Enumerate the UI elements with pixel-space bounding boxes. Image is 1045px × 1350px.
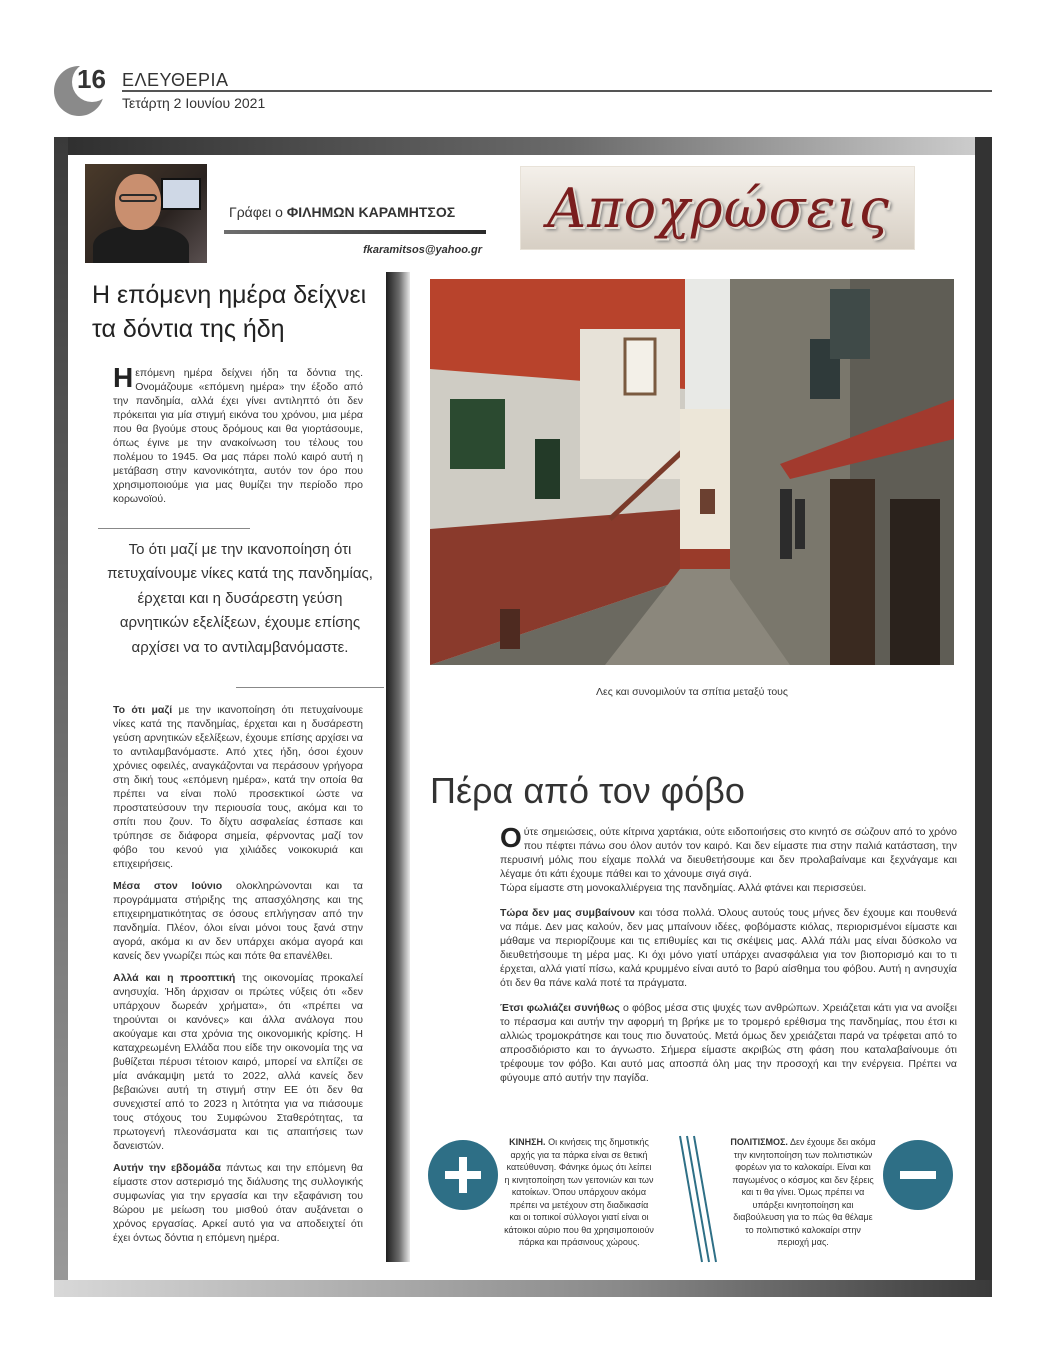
left-dropcap: Η <box>113 362 134 393</box>
right-frame-band <box>975 137 992 1297</box>
plus-icon <box>428 1140 498 1210</box>
column-logo <box>520 166 915 250</box>
left-p4-text: πάντως και την επόμενη θα είμαστε στον αστερισμό της διάλυσης της συλλογικής συμφωνίας για την εργασία και την εξαφάνιση του 8ώρου με μείωση του μισθού όταν αυξάνεται ο χρόνος εργασίας. Αρκεί αυτό για να αποδειχτεί ότι έχει όντως δόντια η επόμενη ημέρα. <box>113 1162 363 1244</box>
top-frame-band <box>54 137 992 155</box>
glasses-shape <box>119 194 157 202</box>
right-intro-text-2: Τώρα είμαστε στη μονοκαλλιέργεια της πανδημίας. Αλλά φτάνει και περισσεύει. <box>500 881 867 894</box>
plus-box-body: Οι κινήσεις της δημοτικής αρχής για τα πάρκα είναι σε θετική κατεύθυνση. Φάνηκε όμως ότι λείπει η κινητοποίηση των γειτονιών και των κατοίκων. Όπου υπάρχουν ακόμα πρέπει να μετέχουν στη διαδικασία και οι τοπικοί σύλλογοι γιατί είναι οι κάτοικοι αύριο που θα χρησιμοποιούν πάρκα και πράσινους χώρους. <box>504 1137 654 1247</box>
byline-rule <box>224 230 486 234</box>
left-p3-lead: Αλλά και η προοπτική <box>113 972 236 984</box>
minus-box-text <box>730 1136 876 1249</box>
author-body-shape <box>93 226 189 263</box>
left-intro-paragraph <box>113 362 363 506</box>
left-frame-band <box>54 137 68 1297</box>
left-p2-text: ολοκληρώνονται και τα προγράμματα στήριξης της απασχόλησης και της επιχειρηματικότητας σε όσους επλήγησαν από την πανδημία. Πλέον, όλοι είναι μόνοι τους ξανά στην αγορά, ακόμα κι αν δεν υπάρχει ακόμα αγορά και κανείς δεν γνωρίζει πώς και πότε θα επανέλθει. <box>113 880 363 962</box>
left-p3-text: της οικονομίας προκαλεί ανησυχία. Ήδη άρχισαν οι πρώτες νύξεις ότι «δεν υπάρχουν δωρεάν χρήματα», ότι «πρέπει να τηρούνται οι κανόνες» και άλλα ανάλογα που ακούγαμε και στα χρόνια της οικονομικής κρίσης. Η καταχρεωμένη Ελλάδα που είδε την οικονομία της να βυθίζεται πέρυσι τέτοιον καιρό, μπορεί να ελπίζει σε μία ανάκαμψη μετά το 2022, αλλά κανείς δεν βεβαιώνει αυτή τη στιγμή στην ΕΕ ότι δεν θα συνεχιστεί από το 2023 η λιτότητα για να πιάσουμε τους στόχους του Συμφώνου Σταθερότητας, τα πρωτογενή πλεονάσματα και τις απαιτήσεις των δανειστών. <box>113 972 363 1152</box>
photo-caption: Λες και συνομιλούν τα σπίτια μεταξύ τους <box>596 686 788 698</box>
author-name: ΦΙΛΗΜΩΝ ΚΑΡΑΜΗΤΣΟΣ <box>286 204 456 220</box>
right-paragraph-1 <box>500 907 957 990</box>
left-p1-text: με την ικανοποίηση ότι πετυχαίνουμε νίκες κατά της πανδημίας, έρχεται και η δυσάρεστη γεύση αρνητικών εξελίξεων, έχουμε επίσης αρχίσει να το αντιλαμβανόμαστε. Από χτες ήδη, όσοι έχουν χρόνιες οφειλές, αναγκάζονται να περάσουν γρήγορα στη δική τους «επόμενη ημέρα», κατά την οποία θα πρέπει να είναι πολύ προσεκτικοί ώστε να προστατεύσουν την περιουσία τους, ακόμα και το σπίτι που ζουν. Το δίχτυ ασφαλείας έσπασε και τρύπησε σε διάφορα σημεία, φέρνοντας μαζί τον φόβο του κενού για χιλιάδες νοικοκυριά και επιχειρήσεις. <box>113 704 364 870</box>
plus-box-lead: ΚΙΝΗΣΗ. <box>509 1137 546 1147</box>
header-rule <box>122 90 992 92</box>
left-p4-lead: Αυτήν την εβδομάδα <box>113 1162 221 1174</box>
left-intro-text: επόμενη ημέρα δείχνει ήδη τα δόντια της. Ονομάζουμε «επόμενη ημέρα» την έξοδο από την πανδημία, αλλά έχει γίνει αντιληπτό ότι δεν πρόκειται για μία στιγμή εικόνα του χρόνου, μια μέρα που θα βγούμε στους δρόμους και θα γιορτάσουμε, όπως έγινε με την ανακοίνωση του τέλους του πολέμου το 1945. Θα μας πάρει πολύ καιρό αυτή η μετάβαση στην κανονικότητα, αυτόν τον όρο που χρησιμοποιούμε για μας θυμίζει την περίοδο προ κορωνοϊού. <box>113 367 363 505</box>
author-head-shape <box>115 174 161 230</box>
minus-icon-horizontal <box>900 1171 936 1179</box>
left-paragraph-2 <box>113 879 363 963</box>
left-article-title: Η επόμενη ημέρα δείχνει τα δόντια της ήδη <box>92 281 367 343</box>
left-paragraph-1 <box>113 703 363 871</box>
alley-photo <box>430 279 954 665</box>
author-email[interactable]: fkaramitsos@yahoo.gr <box>363 244 482 256</box>
bottom-frame-band <box>54 1280 992 1297</box>
plus-icon-horizontal <box>445 1171 481 1179</box>
left-paragraph-4 <box>113 1161 363 1245</box>
minus-icon <box>883 1140 953 1210</box>
column-logo-text: Αποχρώσεις <box>547 177 890 240</box>
byline <box>229 204 455 220</box>
right-p1-text: και τόσα πολλά. Όλους αυτούς τους μήνες δεν έχουμε και πουθενά να πάμε. Δεν μας καλούν, δεν μας μπαίνουν ιδέες, φοβόμαστε κιόλας, περιορισμένοι είμαστε και μάθαμε να περιορίζουμε και τις επιθυμίες και τις σκέψεις μας. Αλλά πάλι μας είναι δύσκολο να διευθετήσουμε τη μέρα μας. Κι όχι μόνο γιατί υπάρχει ανασφάλεια για τον βιοπορισμό και το τι έρχεται, αλλά γιατί πίσω, καλά κρυμμένο είναι αυτό το βαρύ αίσθημα του φόβου. Αυτή η ανησυχία ότι δεν θα πάνε καλά ποτέ τα πράγματα. <box>500 907 957 989</box>
right-dropcap: Ο <box>500 822 522 853</box>
byline-prefix: Γράφει ο <box>229 204 283 220</box>
right-p1-lead: Τώρα δεν μας συμβαίνουν <box>500 907 635 919</box>
pull-quote: Το ότι μαζί με την ικανοποίηση ότι πετυχαίνουμε νίκες κατά της πανδημίας, έρχεται και η δυσάρεστη γεύση αρνητικών εξελίξεων, έχουμε επίσης αρχίσει να το αντιλαμβανόμαστε. <box>107 541 373 656</box>
left-paragraph-3 <box>113 971 363 1153</box>
author-photo <box>85 164 207 263</box>
plus-box-text <box>504 1136 654 1249</box>
right-p2-text: ο φόβος μέσα στις ψυχές των ανθρώπων. Χρειάζεται κάτι για να ανοίξει το πέρασμα και αυτήν την αφορμή τη βρήκε με το τρομερό ερέθισμα της πανδημίας, που έτσι κι αλλιώς τρομοκράτησε και τους πιο δυνατούς. Μετά όμως δεν χρειάζεται παρά να τρέφεται από το απροσδιόριστο και το άγνωστο. Σήμερα είμαστε ακριβώς στη φάση που καταλαβαίνουμε ότι τρέφουμε τον φόβο. Και αυτό μας αποσπά όλη μας την προσοχή και την ενέργεια. Πρέπει να φύγουμε από αυτήν την παγίδα. <box>500 1002 957 1084</box>
right-p2-lead: Έτσι φωλιάζει συνήθως <box>500 1002 620 1014</box>
minus-box-lead: ΠΟΛΙΤΙΣΜΟΣ. <box>730 1137 788 1147</box>
left-p1-lead: Το ότι μαζί <box>113 704 173 716</box>
minus-box-body: Δεν έχουμε δει ακόμα την κινητοποίηση των πολιτιστικών φορέων για το καλοκαίρι. Είναι και παγωμένος ο κόσμος και δεν ξέρεις και τι θα γίνει. Όμως πρέπει να υπάρξει κινητοποίηση και διαβούλευση για το πώς θα θέλαμε το πολιτιστικό καλοκαίρι στην περιοχή μας. <box>732 1137 876 1247</box>
right-intro-text: ύτε σημειώσεις, ούτε κίτρινα χαρτάκια, ούτε ειδοποιήσεις στο κινητό σε σώζουν από το χρόνο που πέφτει πάνω σου όλον αυτόν τον καιρό. Και δεν είμαστε πια στην παλιά κατάσταση, την περυσινή μόλις που είχαμε πολλά να διευθετήσουμε και δεν προλαβαίναμε και ξεχνάγαμε και λέγαμε ότι κάτι έχουμε πάθει και το χάνουμε σιγά σιγά. <box>500 826 957 880</box>
newspaper-name: ΕΛΕΥΘΕΡΙΑ <box>122 70 229 90</box>
left-p2-lead: Μέσα στον Ιούνιο <box>113 880 223 892</box>
issue-date: Τετάρτη 2 Ιουνίου 2021 <box>122 95 266 111</box>
pull-quote-rule-top <box>98 528 250 529</box>
right-article-title: Πέρα από τον φόβο <box>430 770 745 811</box>
divider-slash-icon <box>678 1134 718 1264</box>
monitor-shape <box>161 178 201 210</box>
right-intro-paragraph <box>500 822 957 896</box>
right-paragraph-2 <box>500 1002 957 1085</box>
column-separator <box>386 272 410 1262</box>
page-number: 16 <box>77 64 106 94</box>
pull-quote-rule-bottom <box>236 687 384 688</box>
